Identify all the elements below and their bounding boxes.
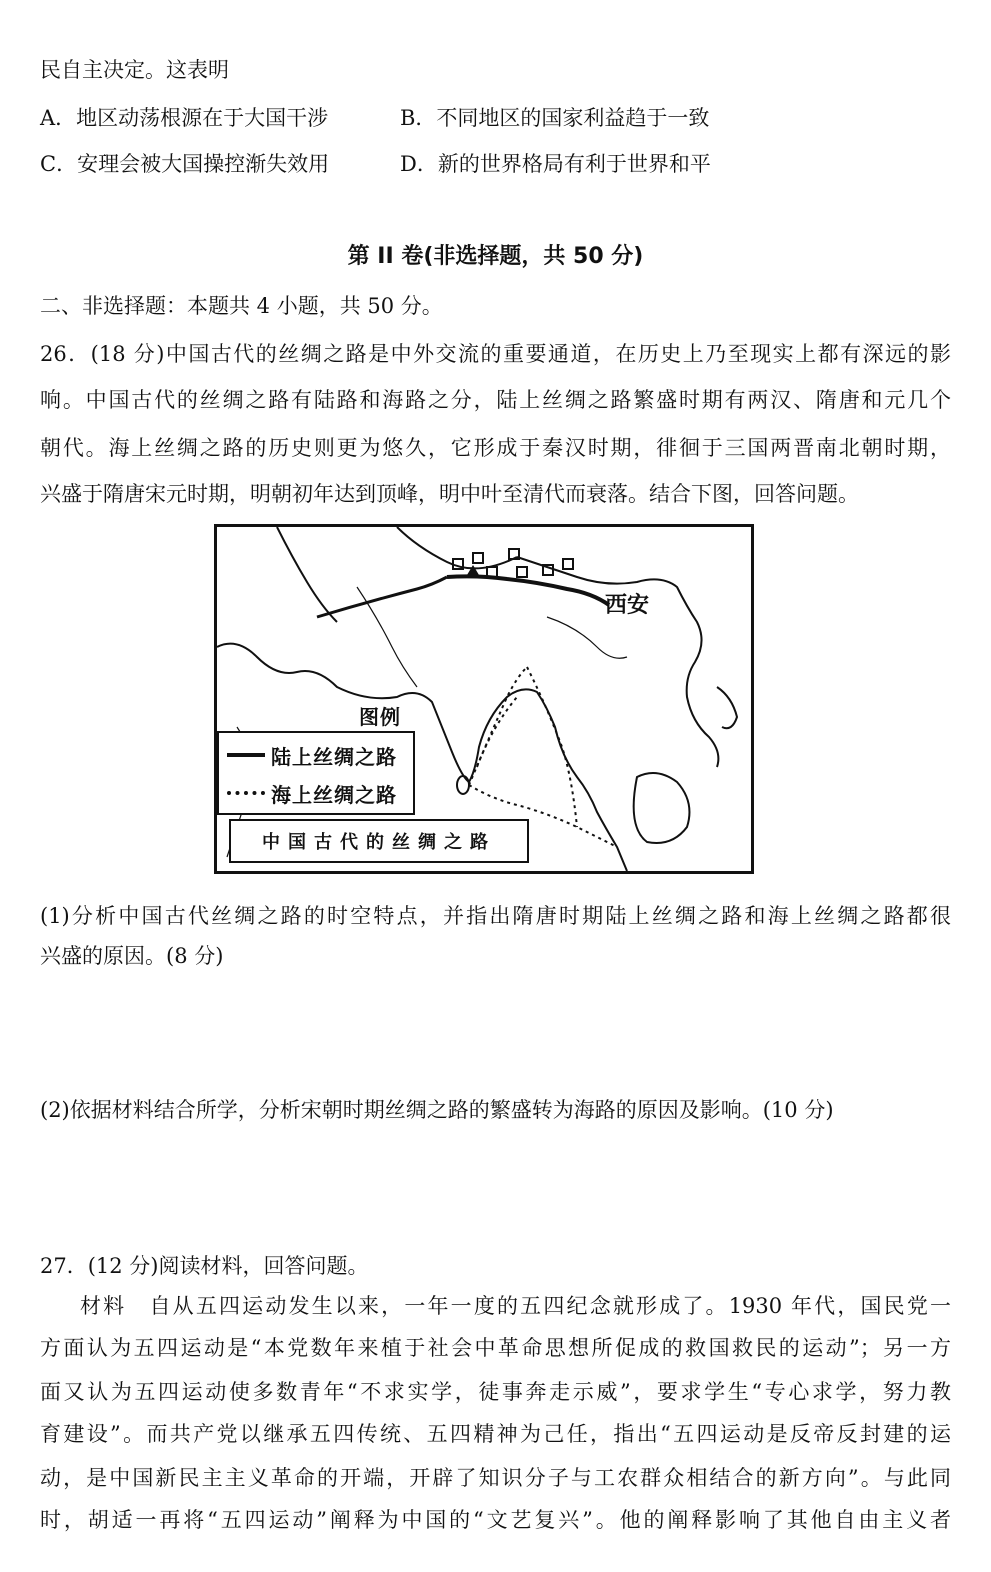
option-b[interactable]: B．不同地区的国家利益趋于一致 bbox=[400, 106, 710, 130]
option-d[interactable]: D．新的世界格局有利于世界和平 bbox=[400, 152, 711, 176]
legend-land-route bbox=[227, 739, 397, 771]
q26-line-1: 26．(18 分)中国古代的丝绸之路是中外交流的重要通道，在历史上乃至现实上都有深远的影 bbox=[40, 342, 951, 366]
q27-head: 27．(12 分)阅读材料，回答问题。 bbox=[40, 1254, 369, 1278]
sea-route-dotted-icon bbox=[227, 791, 265, 795]
q26-sub1-line-2: 兴盛的原因。(8 分) bbox=[40, 944, 224, 968]
option-a[interactable]: A．地区动荡根源在于大国干涉 bbox=[40, 106, 329, 130]
legend-land-label: 陆上丝绸之路 bbox=[271, 744, 397, 769]
legend-box bbox=[217, 731, 415, 815]
q27-line-1: 材料 自从五四运动发生以来，一年一度的五四纪念就形成了。1930 年代，国民党一 bbox=[80, 1294, 951, 1318]
q26-line-2: 响。中国古代的丝绸之路有陆路和海路之分，陆上丝绸之路繁盛时期有两汉、隋唐和元几个 bbox=[40, 388, 951, 412]
q26-line-4: 兴盛于隋唐宋元时期，明朝初年达到顶峰，明中叶至清代而衰落。结合下图，回答问题。 bbox=[40, 482, 859, 506]
q27-line-4: 育建设”。而共产党以继承五四传统、五四精神为己任，指出“五四运动是反帝反封建的运 bbox=[40, 1422, 951, 1446]
legend-sea-route bbox=[227, 777, 397, 809]
section-title: 第 II 卷(非选择题，共 50 分) bbox=[347, 244, 644, 269]
option-c[interactable]: C．安理会被大国操控渐失效用 bbox=[40, 152, 330, 176]
q26-sub2: (2)依据材料结合所学，分析宋朝时期丝绸之路的繁盛转为海路的原因及影响。(10 分) bbox=[40, 1098, 834, 1122]
q27-line-3: 面又认为五四运动使多数青年“不求实学，徒事奔走示威”，要求学生“专心求学，努力教 bbox=[40, 1380, 951, 1404]
q26-line-3: 朝代。海上丝绸之路的历史则更为悠久，它形成于秦汉时期，徘徊于三国两晋南北朝时期， bbox=[40, 436, 951, 460]
legend-title: 图例 bbox=[359, 705, 401, 729]
q27-line-5: 动，是中国新民主主义革命的开端，开辟了知识分子与工农群众相结合的新方向”。与此同 bbox=[40, 1466, 951, 1490]
land-route-line-icon bbox=[227, 753, 265, 757]
city-label-xian: 西安 bbox=[605, 593, 650, 618]
q27-line-6: 时，胡适一再将“五四运动”阐释为中国的“文艺复兴”。他的阐释影响了其他自由主义者 bbox=[40, 1508, 951, 1532]
intro-line: 民自主决定。这表明 bbox=[40, 58, 229, 82]
map-caption: 中国古代的丝绸之路 bbox=[229, 819, 529, 863]
silk-road-map bbox=[214, 524, 754, 874]
q27-line-2: 方面认为五四运动是“本党数年来植于社会中革命思想所促成的救国救民的运动”；另一方 bbox=[40, 1336, 951, 1360]
q26-sub1-line-1: (1)分析中国古代丝绸之路的时空特点，并指出隋唐时期陆上丝绸之路和海上丝绸之路都很 bbox=[40, 904, 951, 928]
section-description: 二、非选择题：本题共 4 小题，共 50 分。 bbox=[40, 294, 443, 318]
legend-sea-label: 海上丝绸之路 bbox=[271, 782, 397, 807]
